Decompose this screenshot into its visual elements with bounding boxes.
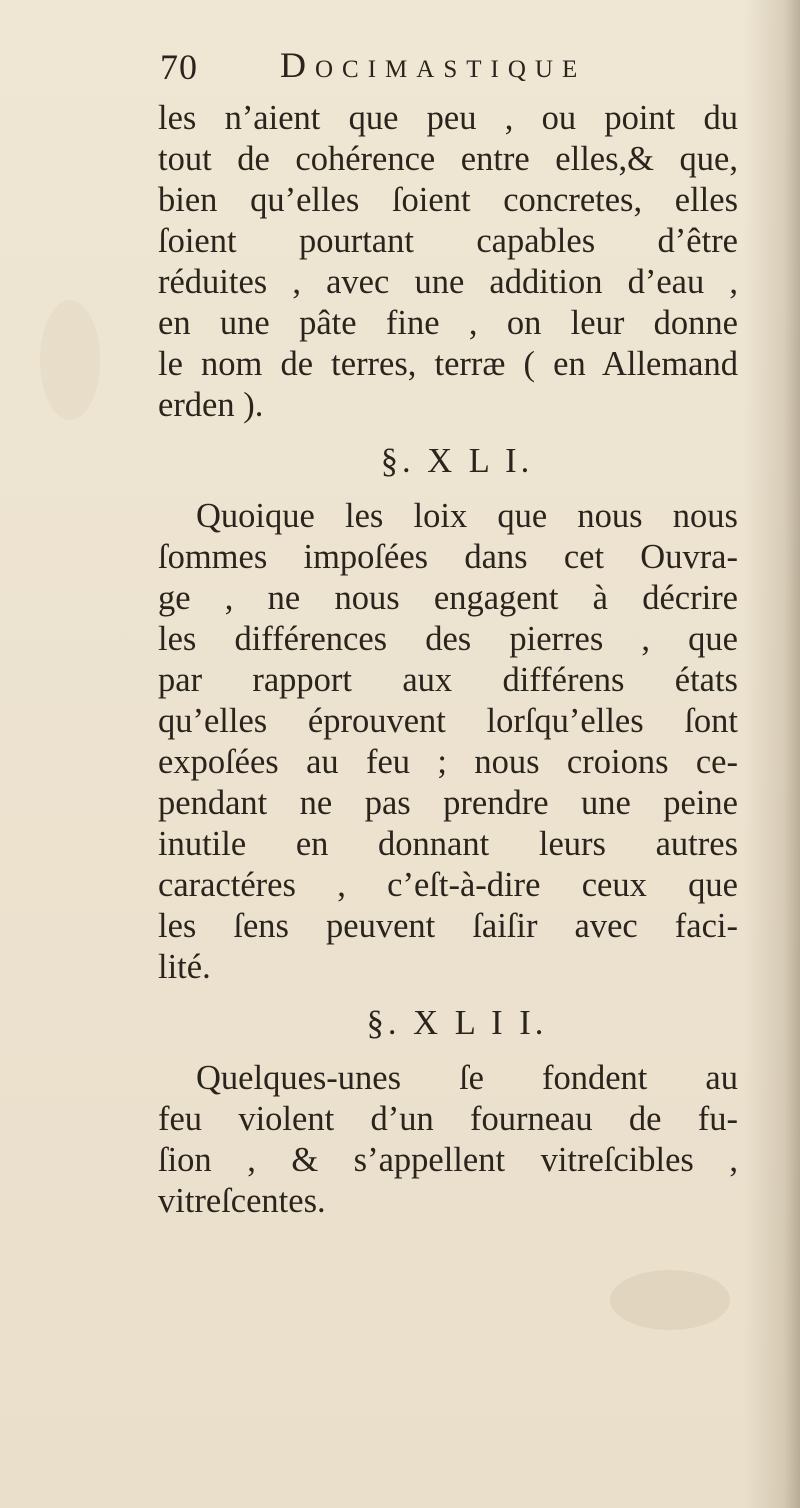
paper-stain — [40, 300, 100, 420]
text-line: inutile en donnant leurs autres — [158, 825, 738, 863]
text-block — [158, 98, 738, 1222]
text-line: Quoique les loix que nous nous — [196, 497, 738, 535]
page-number: 70 — [160, 47, 198, 87]
text-line: les différences des pierres , que — [158, 620, 738, 658]
text-line: réduites , avec une addition d’eau , — [158, 263, 738, 301]
text-line: expoſées au feu ; nous croions ce- — [158, 743, 738, 781]
text-line: ſommes impoſées dans cet Ouvra- — [158, 538, 738, 576]
text-line: Quelques-unes ſe fondent au — [196, 1059, 738, 1097]
text-line: lité. — [158, 948, 211, 986]
running-title: Docimastique — [280, 45, 587, 85]
text-line: erden ). — [158, 386, 264, 424]
text-line: feu violent d’un fourneau de fu- — [158, 1100, 738, 1138]
text-line: les ſens peuvent ſaiſir avec faci- — [158, 907, 738, 945]
text-line: pendant ne pas prendre une peine — [158, 784, 738, 822]
section-heading: §. X L I. — [380, 442, 534, 480]
text-line: en une pâte fine , on leur donne — [158, 304, 738, 342]
paragraph-2 — [158, 496, 738, 988]
running-head — [160, 44, 720, 94]
paragraph-3 — [158, 1058, 738, 1222]
text-line: bien qu’elles ſoient concretes, elles — [158, 181, 738, 219]
text-line: tout de cohérence entre elles,& que, — [158, 140, 738, 178]
text-line: ſoient pourtant capables d’être — [158, 222, 738, 260]
paper-stain — [610, 1270, 730, 1330]
text-line: les n’aient que peu , ou point du — [158, 99, 738, 137]
text-line: par rapport aux différens états — [158, 661, 738, 699]
text-line: ge , ne nous engagent à décrire — [158, 579, 738, 617]
text-line: qu’elles éprouvent lorſqu’elles ſont — [158, 702, 738, 740]
section-heading: §. X L I I. — [366, 1004, 548, 1042]
paragraph-1 — [158, 98, 738, 426]
text-line: le nom de terres, terræ ( en Allemand — [158, 345, 738, 383]
text-line: caractéres , c’eſt-à-dire ceux que — [158, 866, 738, 904]
text-line: vitreſcentes. — [158, 1182, 326, 1220]
text-line: ſion , & s’appellent vitreſcibles , — [158, 1141, 738, 1179]
